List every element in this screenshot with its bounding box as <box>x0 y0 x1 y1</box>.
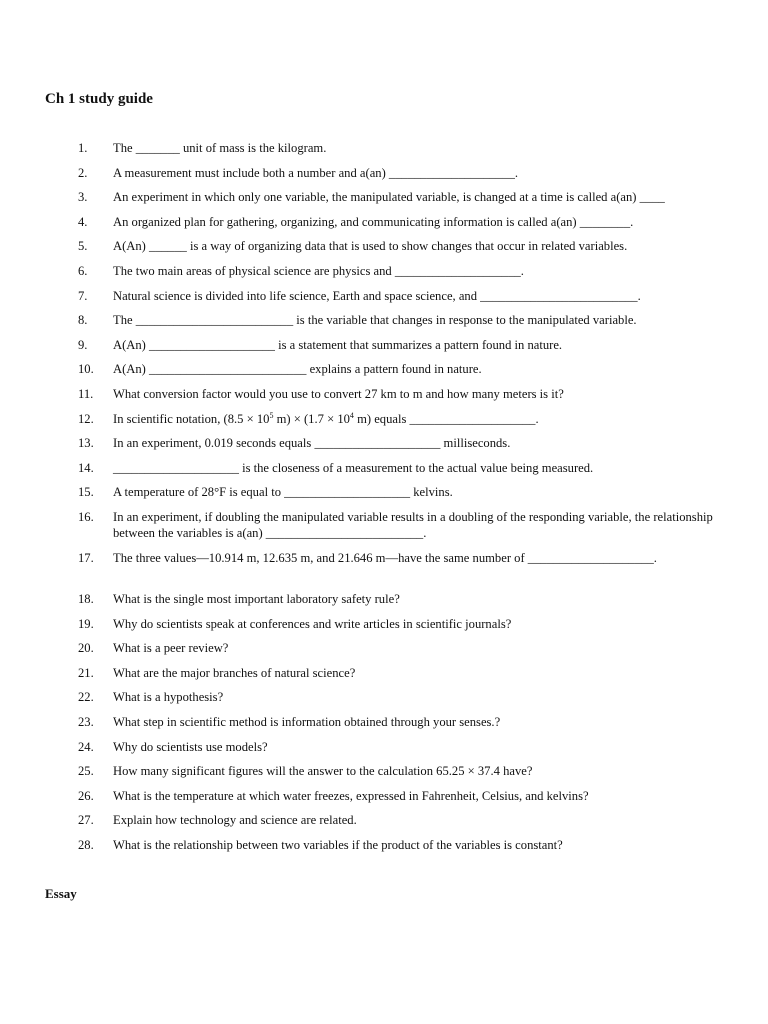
question-number: 15. <box>78 485 94 500</box>
question-text: The two main areas of physical science are physics and ____________________. <box>113 263 524 278</box>
question-item <box>78 435 728 451</box>
question-number: 26. <box>78 788 94 803</box>
question-item <box>78 837 728 853</box>
question-item <box>78 665 728 681</box>
question-item <box>78 361 728 377</box>
question-number: 4. <box>78 214 88 229</box>
question-number: 5. <box>78 239 88 254</box>
question-item <box>78 640 728 656</box>
question-text: What is the temperature at which water freezes, expressed in Fahrenheit, Celsius, and kelvins? <box>113 788 589 803</box>
question-number: 3. <box>78 190 88 205</box>
question-item <box>78 739 728 755</box>
question-item <box>78 812 728 828</box>
question-text: What conversion factor would you use to convert 27 km to m and how many meters is it? <box>113 386 564 401</box>
question-number: 1. <box>78 141 88 155</box>
question-text: The _________________________ is the variable that changes in response to the manipulated variable. <box>113 313 637 328</box>
question-item <box>78 386 728 402</box>
section-gap <box>78 574 728 591</box>
question-item <box>78 788 728 804</box>
question-item <box>78 312 728 328</box>
question-item <box>78 763 728 779</box>
question-text: What is the single most important laboratory safety rule? <box>113 592 400 607</box>
question-number: 21. <box>78 665 94 680</box>
question-item <box>78 288 728 304</box>
question-text: A(An) ______ is a way of organizing data that is used to show changes that occur in related variables. <box>113 239 628 254</box>
question-number: 9. <box>78 337 88 352</box>
question-text: A temperature of 28°F is equal to ____________________ kelvins. <box>113 485 453 500</box>
question-text: Natural science is divided into life science, Earth and space science, and _________________________. <box>113 288 641 303</box>
question-text: The _______ unit of mass is the kilogram. <box>113 141 327 155</box>
question-item <box>78 591 728 607</box>
question-item <box>78 263 728 279</box>
exponent: 4 <box>349 410 354 420</box>
question-number: 22. <box>78 690 94 705</box>
question-text: A(An) ____________________ is a statement that summarizes a pattern found in nature. <box>113 337 563 352</box>
question-number: 2. <box>78 165 88 180</box>
question-item <box>78 460 728 476</box>
question-text: What step in scientific method is information obtained through your senses.? <box>113 715 501 730</box>
question-text: Explain how technology and science are related. <box>113 813 357 828</box>
question-number: 27. <box>78 813 94 828</box>
question-number: 24. <box>78 739 94 754</box>
question-text: In an experiment, 0.019 seconds equals ____________________ milliseconds. <box>113 436 511 451</box>
question-number: 20. <box>78 641 94 656</box>
question-item <box>78 140 728 156</box>
question-item <box>78 337 728 353</box>
question-number: 6. <box>78 263 88 278</box>
question-number: 13. <box>78 436 94 451</box>
question-text: The three values—10.914 m, 12.635 m, and 21.646 m—have the same number of ____________________. <box>113 550 657 565</box>
question-text: What are the major branches of natural science? <box>113 665 356 680</box>
question-number: 23. <box>78 715 94 730</box>
question-item <box>78 509 728 541</box>
essay-heading: Essay <box>45 886 77 901</box>
question-list <box>78 140 728 862</box>
question-text: In an experiment, if doubling the manipulated variable results in a doubling of the responding variable, the relationship between the variables is a(an) _________________________. <box>113 509 716 540</box>
question-text: What is a peer review? <box>113 641 229 656</box>
question-number: 11. <box>78 386 94 401</box>
question-item <box>78 484 728 500</box>
question-text: Why do scientists use models? <box>113 739 268 754</box>
question-number: 17. <box>78 550 94 565</box>
question-number: 10. <box>78 362 94 377</box>
question-item <box>78 550 728 566</box>
question-text: What is the relationship between two variables if the product of the variables is constant? <box>113 838 563 853</box>
question-text: An organized plan for gathering, organizing, and communicating information is called a(an) ________. <box>113 214 634 229</box>
question-number: 28. <box>78 838 94 853</box>
question-item <box>78 689 728 705</box>
page-title: Ch 1 study guide <box>45 91 153 107</box>
question-item <box>78 411 728 427</box>
exponent: 5 <box>269 410 274 420</box>
question-text: Why do scientists speak at conferences and write articles in scientific journals? <box>113 616 512 631</box>
question-text: In scientific notation, ($8.5 \times 10^5$ $m) \times (1.7 \times 10^4$ m) equals ____________________. <box>113 410 539 426</box>
question-text: How many significant figures will the answer to the calculation 65.25 × 37.4 have? <box>113 764 533 779</box>
question-item <box>78 616 728 632</box>
question-text: An experiment in which only one variable, the manipulated variable, is changed at a time is called a(an) ____ <box>113 190 665 205</box>
question-number: 14. <box>78 460 94 475</box>
question-number: 8. <box>78 313 88 328</box>
question-item <box>78 238 728 254</box>
question-number: 25. <box>78 764 94 779</box>
question-number: 16. <box>78 509 94 524</box>
question-text: What is a hypothesis? <box>113 690 224 705</box>
question-item <box>78 714 728 730</box>
question-number: 18. <box>78 592 94 607</box>
question-text: A(An) _________________________ explains a pattern found in nature. <box>113 362 482 377</box>
question-number: 12. <box>78 411 94 426</box>
question-number: 19. <box>78 616 94 631</box>
question-item <box>78 165 728 181</box>
question-item <box>78 214 728 230</box>
question-text: ____________________ is the closeness of a measurement to the actual value being measured. <box>113 460 594 475</box>
question-number: 7. <box>78 288 88 303</box>
question-item <box>78 189 728 205</box>
question-text: A measurement must include both a number and a(an) ____________________. <box>113 165 519 180</box>
